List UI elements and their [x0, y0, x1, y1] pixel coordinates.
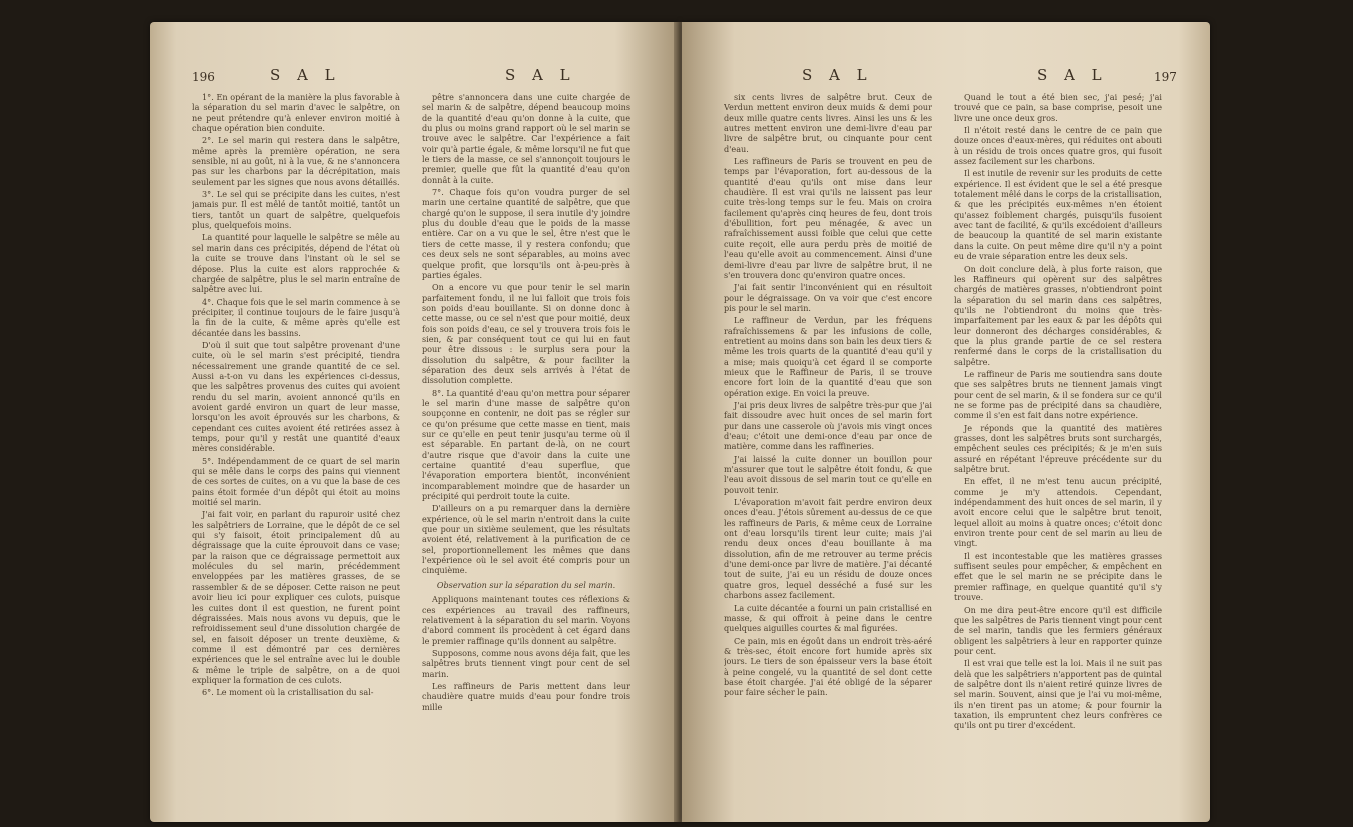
paragraph: J'ai fait voir, en parlant du rapuroir usité chez les salpêtriers de Lorraine, que le dépôt de ce sel qui s'y faisoit, étoit principalement dû au dégraissage que la cuite éprouvoit dans ce vase; par la raison que ce dégraissage permettoit aux molécules du sel marin, précédemment enveloppées par les matières grasses, de se rassembler & de se déposer. Cette raison ne peut avoir lieu ici pour expliquer ces culots, puisque les cuites dont il est question, ne furent point dégraissées. Mais nous avons vu depuis, que le refroidissement seul d'une dissolution chargée de sel, en faisoit déposer un trente deuxième, & comme il est démontré par ces dernières expériences que le sel entraîne avec lui le double & même le triple de salpêtre, on a de quoi expliquer la formation de ces culots.	[192, 509, 400, 685]
page-number: 196	[192, 70, 215, 84]
paragraph: On a encore vu que pour tenir le sel marin parfaitement fondu, il ne lui falloit que trois fois son poids d'eau bouillante. Si on donne donc à cette masse, ou ce sel n'est que pour moitié, deux fois son poids d'eau, ce sel y trouvera trois fois le sien, & par conséquent tout ce qui lui en faut pour être dissous : le surplus sera pour la dissolution du salpêtre, & pour faciliter la séparation des deux sels arrivés à l'état de dissolution complette.	[422, 282, 630, 386]
paragraph: On me dira peut-être encore qu'il est difficile que les salpêtres de Paris tiennent vingt pour cent de sel marin, tandis que les fermiers généraux obligent les salpêtriers à leur en rapporter quinze pour cent.	[954, 604, 1162, 656]
paragraph: 3°. Le sel qui se précipite dans les cuites, n'est jamais pur. Il est mêlé de tantôt moitié, tantôt un tiers, tantôt un quart de salpêtre, quelquefois plus, quelquefois moins.	[192, 189, 400, 231]
paragraph: Il est incontestable que les matières grasses suffisent seules pour empêcher, & empêchent en effet que le sel marin ne se précipite dans le premier raffinage, en quelque quantité qu'il s'y trouve.	[954, 550, 1162, 603]
paragraph: D'où il suit que tout salpêtre provenant d'une cuite, où le sel marin s'est précipité, tiendra nécessairement une grande quantité de ce sel. Aussi a-t-on vu dans les expériences ci-dessus, que les salpêtres provenus des cuites qui avoient rendu du sel marin, avoient annoncé qu'ils en avoient gardé environ un quart de leur masse, lorsqu'on les avoit éprouvés sur les charbons, & cependant ces cuites avoient été retirées assez à temps, pour qu'il y restât une quantité d'eaux mères considérable.	[192, 339, 400, 454]
running-header: S A L	[270, 66, 341, 84]
open-book	[150, 22, 1210, 822]
running-header: S A L	[802, 66, 873, 84]
paragraph: 2°. Le sel marin qui restera dans le salpêtre, même après la première opération, ne sera sensible, ni au goût, ni à la vue, & ne s'annoncera pas sur les charbons par la décrépitation, mais seulement par les signes que nous avons détaillés.	[192, 135, 400, 187]
text-column	[954, 92, 1162, 802]
paragraph: La cuite décantée a fourni un pain cristallisé en masse, & qui offroit à peine dans le centre quelques aiguilles courtes & mal figurées.	[724, 602, 932, 634]
paragraph: 8°. La quantité d'eau qu'on mettra pour séparer le sel marin d'une masse de salpêtre qu'on soupçonne en contenir, ne doit pas se régler sur ce qu'on présume que cette masse en tient, mais sur ce qu'elle en peut tenir jusqu'au terme où il est séparable. En partant de-là, on ne court d'autre risque que d'avoir dans la cuite une certaine quantité d'eau superflue, que l'évaporation emportera bientôt, inconvénient incomparablement moindre que de hasarder un précipité qui perdroit toute la cuite.	[422, 387, 630, 502]
paragraph: En effet, il ne m'est tenu aucun précipité, comme je m'y attendois. Cependant, indépendamment des huit onces de sel marin, il y avoit encore celui que le salpêtre brut tenoit, lequel alloit au moins à quatre onces; c'étoit donc environ trente pour cent de sel marin au lieu de vingt.	[954, 476, 1162, 549]
paragraph: Ce pain, mis en égoût dans un endroit très-aéré & très-sec, étoit encore fort humide après six jours. Le tiers de son épaisseur vers la base étoit à peine congelé, vu la quantité de sel dont cette base étoit chargée. J'ai été obligé de la séparer pour faire sécher le pain.	[724, 635, 932, 698]
paragraph: Quand le tout a été bien sec, j'ai pesé; j'ai trouvé que ce pain, sa base comprise, pesoit une livre une once deux gros.	[954, 92, 1162, 123]
text-column	[724, 92, 932, 802]
page-number: 197	[1154, 70, 1177, 84]
right-page	[682, 22, 1210, 822]
running-header: S A L	[1037, 66, 1108, 84]
paragraph: 7°. Chaque fois qu'on voudra purger de sel marin une certaine quantité de salpêtre, que que chargé qu'on le suppose, il sera inutile d'y joindre plus du double d'eau que le poids de la masse entière. Car on a vu que le sel, être n'est que le tiers de cette masse, il y restera confondu; que ces deux sels ne sont séparables, au moins avec quelque profit, que lorsqu'ils ont à-peu-près à parties égales.	[422, 187, 630, 280]
paragraph: Il est inutile de revenir sur les produits de cette expérience. Il est évident que le sel a été presque totalement mêlé dans le corps de la cristallisation, & que les précipités eux-mêmes n'en étoient qu'assez foiblement chargés, puisqu'ils fusoient avec tant de facilité, & qu'ils excédoient d'ailleurs de beaucoup la quantité de sel marin existante dans la cuite. On peut même dire qu'il n'y a point eu de vraie séparation entre les deux sels.	[954, 168, 1162, 262]
paragraph: J'ai fait sentir l'inconvénient qui en résultoit pour le dégraissage. On va voir que c'est encore pis pour le sel marin.	[724, 282, 932, 313]
paragraph: Supposons, comme nous avons déja fait, que les salpêtres bruts tiennent vingt pour cent de sel marin.	[422, 647, 630, 679]
paragraph: J'ai laissé la cuite donner un bouillon pour m'assurer que tout le salpêtre étoit fondu, & que l'eau avoit dissous de sel marin tout ce qu'elle en pouvoit tenir.	[724, 453, 932, 495]
paragraph: Il est vrai que telle est la loi. Mais il ne suit pas delà que les salpêtriers n'apportent pas de quintal de salpêtre dont ils n'aient retiré quinze livres de sel marin. Souvent, ainsi que je l'ai vu moi-même, ils n'en tirent pas un atome; & pour fournir la taxation, ils empruntent chez leurs confrères ce qu'ils ont pu tirer d'excédent.	[954, 658, 1162, 731]
paragraph: Le raffineur de Verdun, par les fréquens rafraîchissemens & par les infusions de colle, entretient au moins dans son bain les deux tiers & même les trois quarts de la quantité d'eau qu'il y a mise; mais quoiqu'à cet égard il se comporte mieux que le Raffineur de Paris, il se trouve encore fort loin de la quantité d'eau que son opération exige. En voici la preuve.	[724, 315, 932, 398]
paragraph: D'ailleurs on a pu remarquer dans la dernière expérience, où le sel marin n'entroit dans la cuite que pour un sixième seulement, que les résultats avoient été, relativement à la purification de ce sel, proportionnellement les mêmes que dans l'expérience où le sel avoit été compris pour un cinquième.	[422, 503, 630, 576]
paragraph: On doit conclure delà, à plus forte raison, que les Raffineurs qui opèrent sur des salpêtres chargés de matières grasses, n'obtiendront point la séparation du sel marin dans ces salpêtres, qu'ils ne l'obtiendront du moins que très-imparfaitement par les eaux & par les dépôts qui leur donneront des décharges considérables, & que la plus grande partie de ce sel restera renfermé dans le corps de la cristallisation du salpêtre.	[954, 263, 1162, 367]
paragraph: Appliquons maintenant toutes ces réflexions & ces expériences au travail des raffineurs, relativement à la séparation du sel marin. Voyons d'abord comment ils procèdent à cet égard dans le premier raffinage qu'ils donnent au salpêtre.	[422, 594, 630, 646]
paragraph: Les raffineurs de Paris mettent dans leur chaudière quatre muids d'eau pour fondre trois mille	[422, 680, 630, 712]
running-header: S A L	[505, 66, 576, 84]
paragraph: 1°. En opérant de la manière la plus favorable à la séparation du sel marin d'avec le salpêtre, on ne peut prétendre qu'à enlever environ moitié à chaque opération bien conduite.	[192, 92, 400, 134]
paragraph: Le raffineur de Paris me soutiendra sans doute que ses salpêtres bruts ne tiennent jamais vingt pour cent de sel marin, & il se fondera sur ce qu'il ne se forme pas de précipité dans sa chaudière, comme il s'en est fait dans notre expérience.	[954, 368, 1162, 421]
left-page	[150, 22, 678, 822]
paragraph: Je réponds que la quantité des matières grasses, dont les salpêtres bruts sont surchargés, empêchent seules ces précipités; & je m'en suis assuré en répétant l'épreuve précédente sur du salpêtre brut.	[954, 422, 1162, 475]
text-column	[422, 92, 630, 802]
paragraph: Il n'étoit resté dans le centre de ce pain que douze onces d'eaux-mères, qui réduites ont abouti à un résidu de trois onces quatre gros, qui fusoit assez facilement sur les charbons.	[954, 125, 1162, 167]
paragraph: La quantité pour laquelle le salpêtre se mêle au sel marin dans ces précipités, dépend de l'état où la cuite se trouve dans l'instant où le sel se dépose. Plus la cuite est alors rapprochée & chargée de salpêtre, plus le sel marin entraîne de salpêtre avec lui.	[192, 232, 400, 295]
paragraph: 5°. Indépendamment de ce quart de sel marin qui se mêle dans le corps des pains qui viennent de ces sortes de cuites, on a vu que la base de ces pains étoit formée d'un dépôt qui étoit au moins moitié sel marin.	[192, 455, 400, 508]
paragraph: J'ai pris deux livres de salpêtre très-pur que j'ai fait dissoudre avec huit onces de sel marin fort pur dans une casserole où j'avois mis vingt onces d'eau; c'étoit une demi-once d'eau par once de matière, comme dans les raffineries.	[724, 399, 932, 452]
paragraph: six cents livres de salpêtre brut. Ceux de Verdun mettent environ deux muids & demi pour deux mille quatre cents livres. Ainsi les uns & les autres mettent environ une demi-livre d'eau par livre de salpêtre brut, ou cinquante pour cent d'eau.	[724, 92, 932, 154]
paragraph: pêtre s'annoncera dans une cuite chargée de sel marin & de salpêtre, dépend beaucoup moins de la quantité d'eau qu'on donne à la cuite, que du plus ou moins grand rapport où le sel marin se trouve avec le salpêtre. Car l'expérience a fait voir qu'à partie égale, & même lorsqu'il ne fut que le tiers de la masse, ce sel s'annonçoit toujours le premier, quelle que fût la quantité d'eau qu'on donnât à la cuite.	[422, 92, 630, 185]
paragraph: L'évaporation m'avoit fait perdre environ deux onces d'eau. J'étois sûrement au-dessus de ce que les raffineurs de Paris, & même ceux de Lorraine ont d'eau lorsqu'ils tirent leur cuite; mais j'ai rendu deux onces d'eau bouillante à ma dissolution, afin de me retrouver au terme précis d'une demi-once par livre de matière. J'ai décanté tout de suite, j'ai eu un résidu de douze onces quatre gros, lequel desséché a fusé sur les charbons assez facilement.	[724, 497, 932, 601]
paragraph: Observation sur la séparation du sel marin.	[436, 579, 616, 590]
text-column	[192, 92, 400, 802]
paragraph: Les raffineurs de Paris se trouvent en peu de temps par l'évaporation, fort au-dessous de la quantité d'eau qu'ils ont mise dans leur chaudière. Il est vrai qu'ils ne laissent pas leur cuite très-long temps sur le feu. Mais on croira facilement qu'après cinq heures de feu, dont trois d'ébullition, fort peu ménagée, & avec un rafraîchissement aussi foible que celui que cette cuite reçoit, elle aura perdu près de moitié de l'eau qu'elle avoit au commencement. Ainsi d'une demi-livre d'eau par livre de salpêtre brut, il ne s'en trouvera donc qu'environ quatre onces.	[724, 156, 932, 280]
paragraph: 6°. Le moment où la cristallisation du sal-	[202, 687, 374, 698]
paragraph: 4°. Chaque fois que le sel marin commence à se précipiter, il continue toujours de le faire jusqu'à la fin de la cuite, & même après qu'elle est décantée dans les bassins.	[192, 296, 400, 338]
